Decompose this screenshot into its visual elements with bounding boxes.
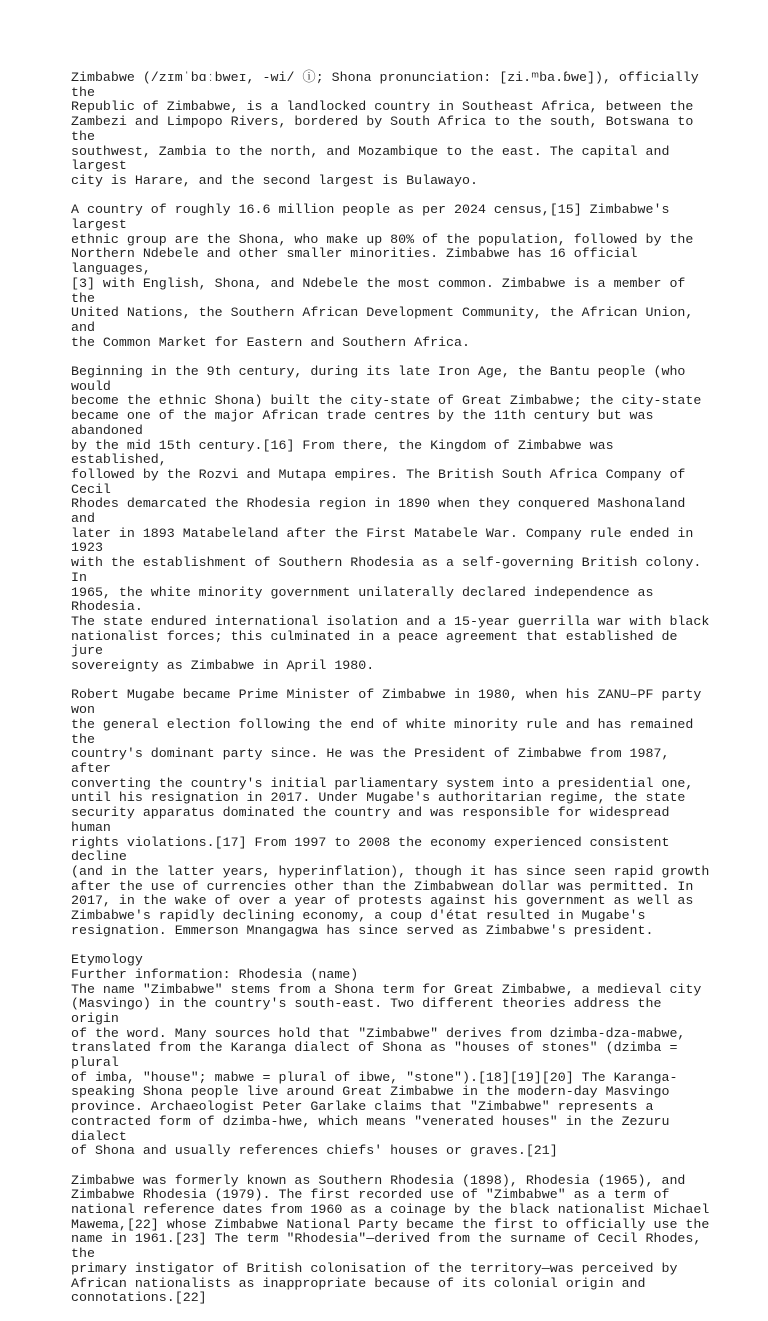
etymology-paragraph: The name "Zimbabwe" stems from a Shona term for Great Zimbabwe, a medieval city (Masvingo) in the country's south-east. Two different theories address the origin of the word. Many sources hold that "Zimbabwe" derives from dzimba-dza-mabwe, translated from the Karanga dialect of Shona as "houses of stones" (dzimba = plural of imba, "house"; mabwe = plural of ibwe, "stone").[18][19][20] The Karanga- speaking Shona people live around Great Zimbabwe in the modern-day Masvingo province. Archaeologist Peter Garlake claims that "Zimbabwe" represents a contracted form of dzimba-hwe, which means "venerated houses" in the Zezuru dialect of Shona and usually references chiefs' houses or graves.[21] xyxy=(71,981,702,1159)
demographics-paragraph: A country of roughly 16.6 million people as per 2024 census,[15] Zimbabwe's largest ethnic group are the Shona, who make up 80% of the population, followed by the Northern Ndebele and other smaller minorities. Zimbabwe has 16 official languages, [3] with English, Shona, and Ndebele the most common. Zimbabwe is a member of the United Nations, the Southern African Development Community, the African Union, and the Common Market for Eastern and Southern Africa. xyxy=(71,202,694,350)
history-paragraph: Beginning in the 9th century, during its late Iron Age, the Bantu people (who would become the ethnic Shona) built the city-state of Great Zimbabwe; the city-state became one of the major African trade centres by the 11th century but was abandoned by the mid 15th century.[16] From there, the Kingdom of Zimbabwe was established, followed by the Rozvi and Mutapa empires. The British South Africa Company of Cecil Rhodes demarcated the Rhodesia region in 1890 when they conquered Mashonaland and later in 1893 Matabeleland after the First Matabele War. Company rule ended in 1923 with the establishment of Southern Rhodesia as a self-governing British colony. In 1965, the white minority government unilaterally declared independence as Rhodesia. The state endured international isolation and a 15-year guerrilla war with black nationalist forces; this culminated in a peace agreement that established de jure sovereignty as Zimbabwe in April 1980. xyxy=(71,364,710,674)
former-names-paragraph: Zimbabwe was formerly known as Southern Rhodesia (1898), Rhodesia (1965), and Zimbabwe Rhodesia (1979). The first recorded use of "Zimbabwe" as a term of national reference dates from 1960 as a coinage by the black nationalist Michael Mawema,[22] whose Zimbabwe National Party became the first to officially use the name in 1961.[23] The term "Rhodesia"—derived from the surname of Cecil Rhodes, the primary instigator of British colonisation of the territory—was perceived by African nationalists as inappropriate because of its colonial origin and connotations.[22] xyxy=(71,1172,710,1306)
etymology-section xyxy=(71,953,711,1306)
document-page xyxy=(71,71,711,1321)
further-information-note: Further information: Rhodesia (name) xyxy=(71,966,359,982)
politics-paragraph: Robert Mugabe became Prime Minister of Zimbabwe in 1980, when his ZANU–PF party won the general election following the end of white minority rule and has remained the country's dominant party since. He was the President of Zimbabwe from 1987, after converting the country's initial parliamentary system into a presidential one, until his resignation in 2017. Under Mugabe's authoritarian regime, the state security apparatus dominated the country and was responsible for widespread human rights violations.[17] From 1997 to 2008 the economy experienced consistent decline (and in the latter years, hyperinflation), though it has since seen rapid growth after the use of currencies other than the Zimbabwean dollar was permitted. In 2017, in the wake of over a year of protests against his government as well as Zimbabwe's rapidly declining economy, a coup d'état resulted in Mugabe's resignation. Emmerson Mnangagwa has since served as Zimbabwe's president. xyxy=(71,687,710,938)
section-heading: Etymology xyxy=(71,952,143,968)
intro-paragraph: Zimbabwe (/zɪmˈbɑːbweɪ, -wi/ ⓘ; Shona pronunciation: [zi.ᵐba.ɓwe]), officially the Republic of Zimbabwe, is a landlocked country in Southeast Africa, between the Zambezi and Limpopo Rivers, bordered by South Africa to the south, Botswana to the southwest, Zambia to the north, and Mozambique to the east. The capital and largest city is Harare, and the second largest is Bulawayo. xyxy=(71,70,699,188)
